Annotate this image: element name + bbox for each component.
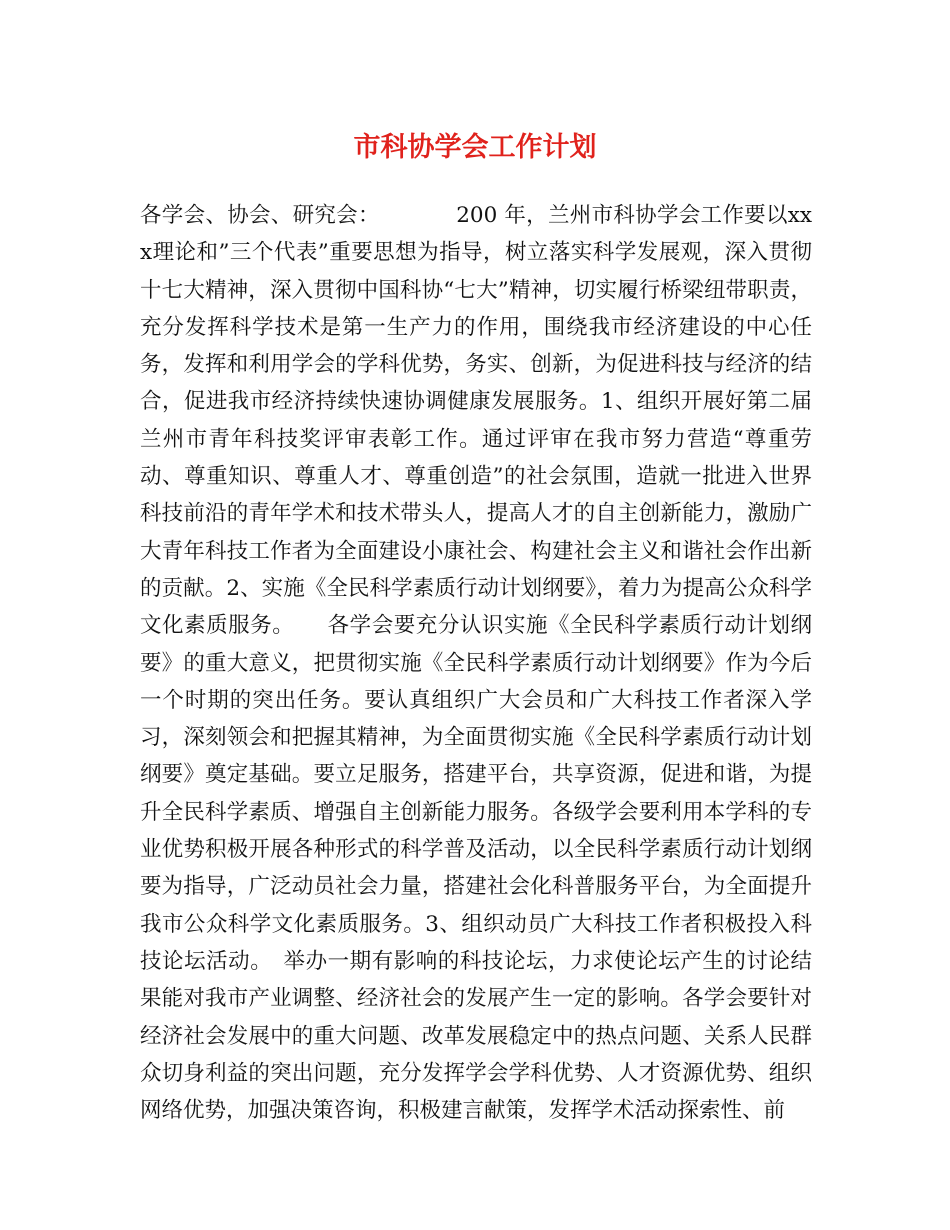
document-body-text: 各学会、协会、研究会： 200 年，兰州市科协学会工作要以xxx理论和”三个代表”重要思想为指导，树立落实科学发展观，深入贯彻十七大精神，深入贯彻中国科协“七大”精神，切实履行桥梁纽带职责，充分发挥科学技术是第一生产力的作用，围绕我市经济建设的中心任务，发挥和利用学会的学科优势，务实、创新，为促进科技与经济的结合，促进我市经济持续快速协调健康发展服务。1、组织开展好第二届兰州市青年科技奖评审表彰工作。通过评审在我市努力营造“尊重劳动、尊重知识、尊重人才、尊重创造”的社会氛围，造就一批进入世界科技前沿的青年学术和技术带头人，提高人才的自主创新能力，激励广大青年科技工作者为全面建设小康社会、构建社会主义和谐社会作出新的贡献。2、实施《全民科学素质行动计划纲要》，着力为提高公众科学文化素质服务。 各学会要充分认识实施《全民科学素质行动计划纲要》的重大意义，把贯彻实施《全民科学素质行动计划纲要》作为今后一个时期的突出任务。要认真组织广大会员和广大科技工作者深入学习，深刻领会和把握其精神，为全面贯彻实施《全民科学素质行动计划纲要》奠定基础。要立足服务，搭建平台，共享资源，促进和谐，为提升全民科学素质、增强自主创新能力服务。各级学会要利用本学科的专业优势积极开展各种形式的科学普及活动，以全民科学素质行动计划纲要为指导，广泛动员社会力量，搭建社会化科普服务平台，为全面提升我市公众科学文化素质服务。3、组织动员广大科技工作者积极投入科技论坛活动。 举办一期有影响的科技论坛，力求使论坛产生的讨论结果能对我市产业调整、经济社会的发展产生一定的影响。各学会要针对经济社会发展中的重大问题、改革发展稳定中的热点问题、关系人民群众切身利益的突出问题，充分发挥学会学科优势、人才资源优势、组织网络优势，加强决策咨询，积极建言献策，发挥学术活动探索性、前	[140, 203, 812, 1124]
document-title: 市科协学会工作计划	[353, 132, 597, 163]
